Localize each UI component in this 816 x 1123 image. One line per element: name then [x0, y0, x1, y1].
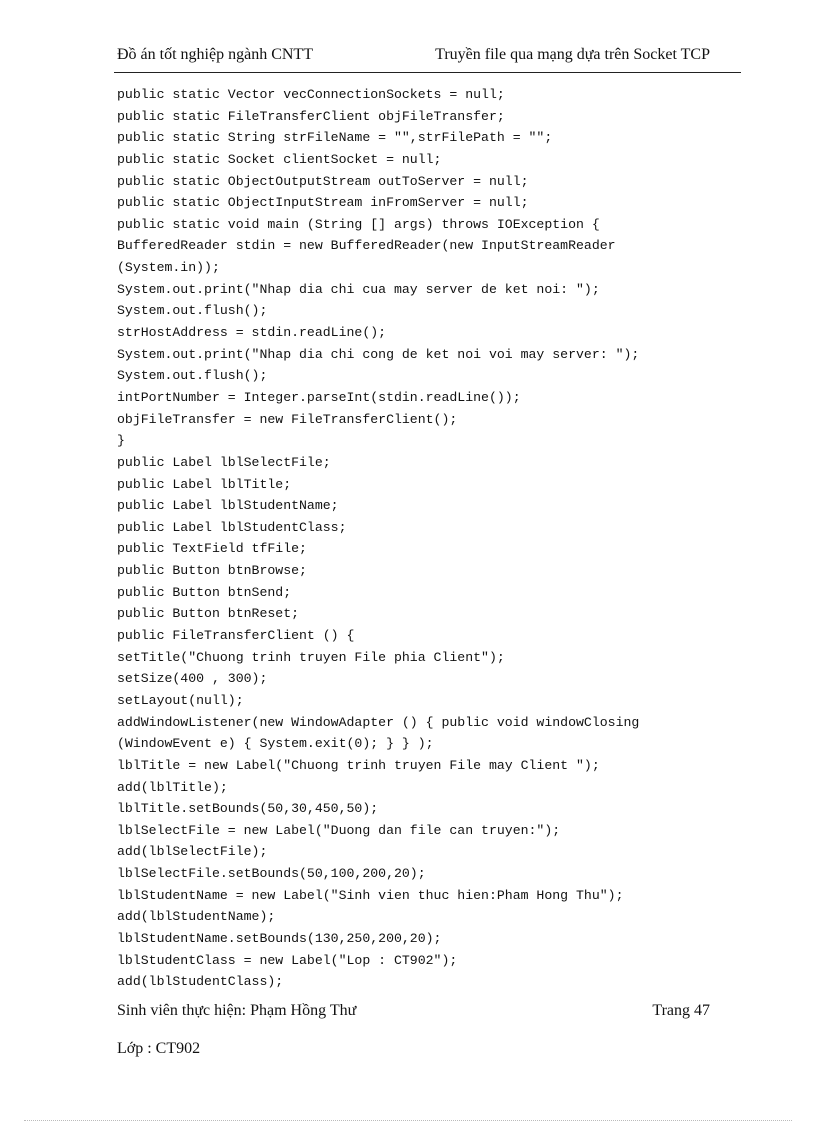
code-line: lblSelectFile = new Label("Duong dan file can truyen:"); — [117, 822, 561, 838]
code-line: public static ObjectInputStream inFromServer = null; — [117, 195, 529, 211]
code-line: System.out.flush(); — [117, 368, 268, 384]
code-listing — [117, 84, 737, 993]
code-line: System.out.flush(); — [117, 303, 268, 319]
footer-class: Lớp : CT902 — [117, 1040, 201, 1057]
footer-page-number: Trang 47 — [652, 1002, 710, 1019]
code-line: public Button btnBrowse; — [117, 563, 307, 579]
code-line: public Button btnReset; — [117, 606, 300, 622]
code-line: System.out.print("Nhap dia chi cua may server de ket noi: "); — [117, 281, 600, 297]
code-line: public Label lblTitle; — [117, 476, 292, 492]
code-line: public FileTransferClient () { — [117, 628, 355, 644]
code-line: BufferedReader stdin = new BufferedReader(new InputStreamReader — [117, 238, 616, 254]
code-line: public static Vector vecConnectionSockets = null; — [117, 87, 505, 102]
code-line: public static FileTransferClient objFileTransfer; — [117, 108, 505, 124]
page-bottom-divider — [24, 1120, 792, 1121]
code-line: (System.in)); — [117, 260, 220, 276]
footer-student-name: Sinh viên thực hiện: Phạm Hồng Thư — [117, 1002, 357, 1019]
code-line: public Label lblSelectFile; — [117, 454, 331, 470]
code-line: objFileTransfer = new FileTransferClient(); — [117, 411, 458, 427]
code-line: lblSelectFile.setBounds(50,100,200,20); — [117, 866, 426, 882]
code-line: intPortNumber = Integer.parseInt(stdin.readLine()); — [117, 389, 521, 405]
code-line: public static ObjectOutputStream outToServer = null; — [117, 173, 529, 189]
code-line: lblStudentName = new Label("Sinh vien thuc hien:Pham Hong Thu"); — [117, 887, 624, 903]
code-line: strHostAddress = stdin.readLine(); — [117, 325, 387, 341]
code-line: addWindowListener(new WindowAdapter () { public void windowClosing — [117, 714, 640, 730]
code-line: lblStudentClass = new Label("Lop : CT902"); — [117, 952, 458, 968]
code-line: setTitle("Chuong trinh truyen File phia Client"); — [117, 649, 505, 665]
code-line: setLayout(null); — [117, 692, 244, 708]
code-line: add(lblSelectFile); — [117, 844, 268, 860]
header-thesis-title: Đồ án tốt nghiệp ngành CNTT — [117, 46, 313, 63]
code-line: add(lblStudentName); — [117, 909, 276, 925]
code-line: } — [117, 433, 125, 449]
code-line: (WindowEvent e) { System.exit(0); } } ); — [117, 736, 434, 752]
code-line: public Button btnSend; — [117, 584, 292, 600]
code-line: add(lblTitle); — [117, 779, 228, 795]
code-line: setSize(400 , 300); — [117, 671, 268, 687]
code-line: System.out.print("Nhap dia chi cong de ket noi voi may server: "); — [117, 346, 640, 362]
header-divider — [114, 72, 741, 73]
code-line: add(lblStudentClass); — [117, 974, 284, 990]
code-line: lblTitle.setBounds(50,30,450,50); — [117, 801, 379, 817]
code-line: lblStudentName.setBounds(130,250,200,20); — [117, 930, 442, 946]
code-line: public Label lblStudentClass; — [117, 519, 347, 535]
code-line: public Label lblStudentName; — [117, 498, 339, 514]
code-line: lblTitle = new Label("Chuong trinh truyen File may Client "); — [117, 757, 600, 773]
code-line: public static void main (String [] args) throws IOException { — [117, 216, 600, 232]
page-header — [117, 46, 710, 72]
code-line: public static Socket clientSocket = null; — [117, 151, 442, 167]
header-topic-title: Truyền file qua mạng dựa trên Socket TCP — [435, 46, 710, 63]
code-line: public static String strFileName = "",strFilePath = ""; — [117, 130, 553, 146]
code-line: public TextField tfFile; — [117, 541, 307, 557]
